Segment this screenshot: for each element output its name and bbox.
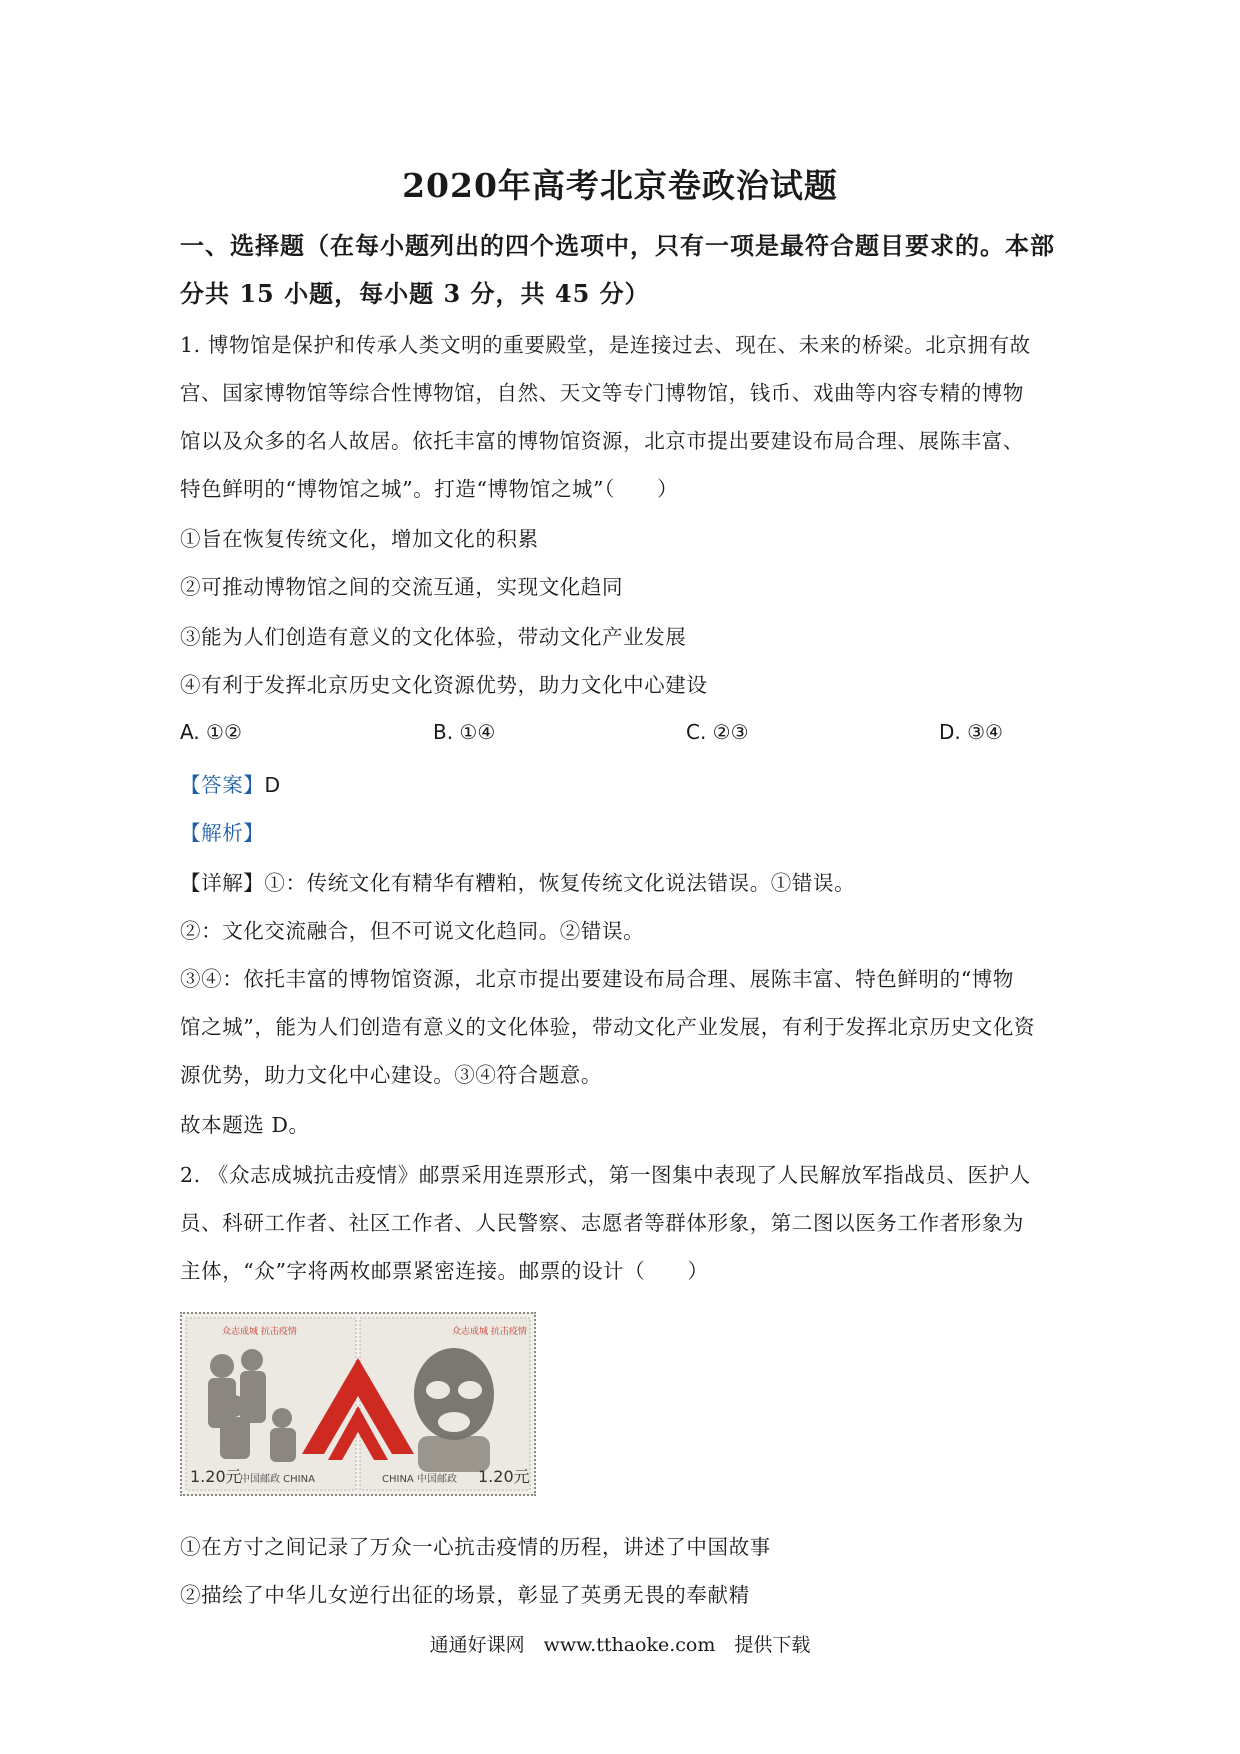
- q1-stem-line: 馆以及众多的名人故居。依托丰富的博物馆资源，北京市提出要建设布局合理、展陈丰富、: [180, 429, 1024, 453]
- q1-detail-line: ③④：依托丰富的博物馆资源，北京市提出要建设布局合理、展陈丰富、特色鲜明的“博物: [180, 967, 1014, 991]
- option-d: D. ③④: [939, 720, 1003, 744]
- q1-answer: [180, 768, 1080, 798]
- q1-detail-line: 故本题选 D。: [180, 1113, 310, 1137]
- analysis-tag: 【解析】: [180, 821, 265, 845]
- q1-item: ③能为人们创造有意义的文化体验，带动文化产业发展: [180, 625, 687, 649]
- q1-stem-line: 宫、国家博物馆等综合性博物馆，自然、天文等专门博物馆，钱币、戏曲等内容专精的博物: [180, 381, 1024, 405]
- q2-item: ①在方寸之间记录了万众一心抗击疫情的历程，讲述了中国故事: [180, 1535, 771, 1559]
- q1-stem-line: 特色鲜明的“博物馆之城”。打造“博物馆之城”（ ）: [180, 477, 679, 501]
- q1-item: ④有利于发挥北京历史文化资源优势，助力文化中心建设: [180, 673, 708, 697]
- q1-detail-line: 【详解】①：传统文化有精华有糟粕，恢复传统文化说法错误。①错误。: [180, 871, 856, 895]
- stamp-left-value: 1.20元: [190, 1467, 242, 1486]
- stamp-right-title: 众志成城 抗击疫情: [452, 1327, 527, 1337]
- q2-item: ②描绘了中华儿女逆行出征的场景，彰显了英勇无畏的奉献精: [180, 1583, 750, 1607]
- q1-item: ②可推动博物馆之间的交流互通，实现文化趋同: [180, 575, 624, 599]
- section-heading-line-2: 分共 15 小题，每小题 3 分，共 45 分）: [180, 279, 650, 308]
- footer-credit: 通通好课网 www.tthaoke.com 提供下载: [429, 1634, 811, 1656]
- stamp-left-issuer: 中国邮政 CHINA: [240, 1474, 315, 1485]
- q1-stem-line: 1. 博物馆是保护和传承人类文明的重要殿堂，是连接过去、现在、未来的桥梁。北京拥有故: [180, 333, 1031, 357]
- q1-detail-line: 馆之城”，能为人们创造有意义的文化体验，带动文化产业发展，有利于发挥北京历史文化资: [180, 1015, 1036, 1039]
- q2-stem-line: 员、科研工作者、社区工作者、人民警察、志愿者等群体形象，第二图以医务工作者形象为: [180, 1211, 1024, 1235]
- q2-stem-line: 2. 《众志成城抗击疫情》邮票采用连票形式，第一图集中表现了人民解放军指战员、医护人: [180, 1163, 1031, 1187]
- q1-item: ①旨在恢复传统文化，增加文化的积累: [180, 527, 539, 551]
- stamp-illustration: [182, 1314, 534, 1494]
- option-c: C. ②③: [686, 720, 749, 744]
- answer-tag: 【答案】: [180, 773, 265, 797]
- q2-stem-line: 主体，“众”字将两枚邮票紧密连接。邮票的设计（ ）: [180, 1259, 709, 1283]
- option-b: B. ①④: [433, 720, 496, 744]
- stamp-right-issuer: CHINA 中国邮政: [382, 1474, 457, 1485]
- option-a: A. ①②: [180, 720, 242, 744]
- answer-value: D: [264, 773, 281, 797]
- stamp-right-value: 1.20元: [478, 1467, 530, 1486]
- page-title: 2020年高考北京卷政治试题: [402, 166, 838, 205]
- q1-detail-line: 源优势，助力文化中心建设。③④符合题意。: [180, 1063, 602, 1087]
- q1-detail-line: ②：文化交流融合，但不可说文化趋同。②错误。: [180, 919, 645, 943]
- stamp-image: [180, 1312, 536, 1496]
- section-heading-line-1: 一、选择题（在每小题列出的四个选项中，只有一项是最符合题目要求的。本部: [180, 231, 1055, 260]
- stamp-left-title: 众志成城 抗击疫情: [222, 1327, 297, 1337]
